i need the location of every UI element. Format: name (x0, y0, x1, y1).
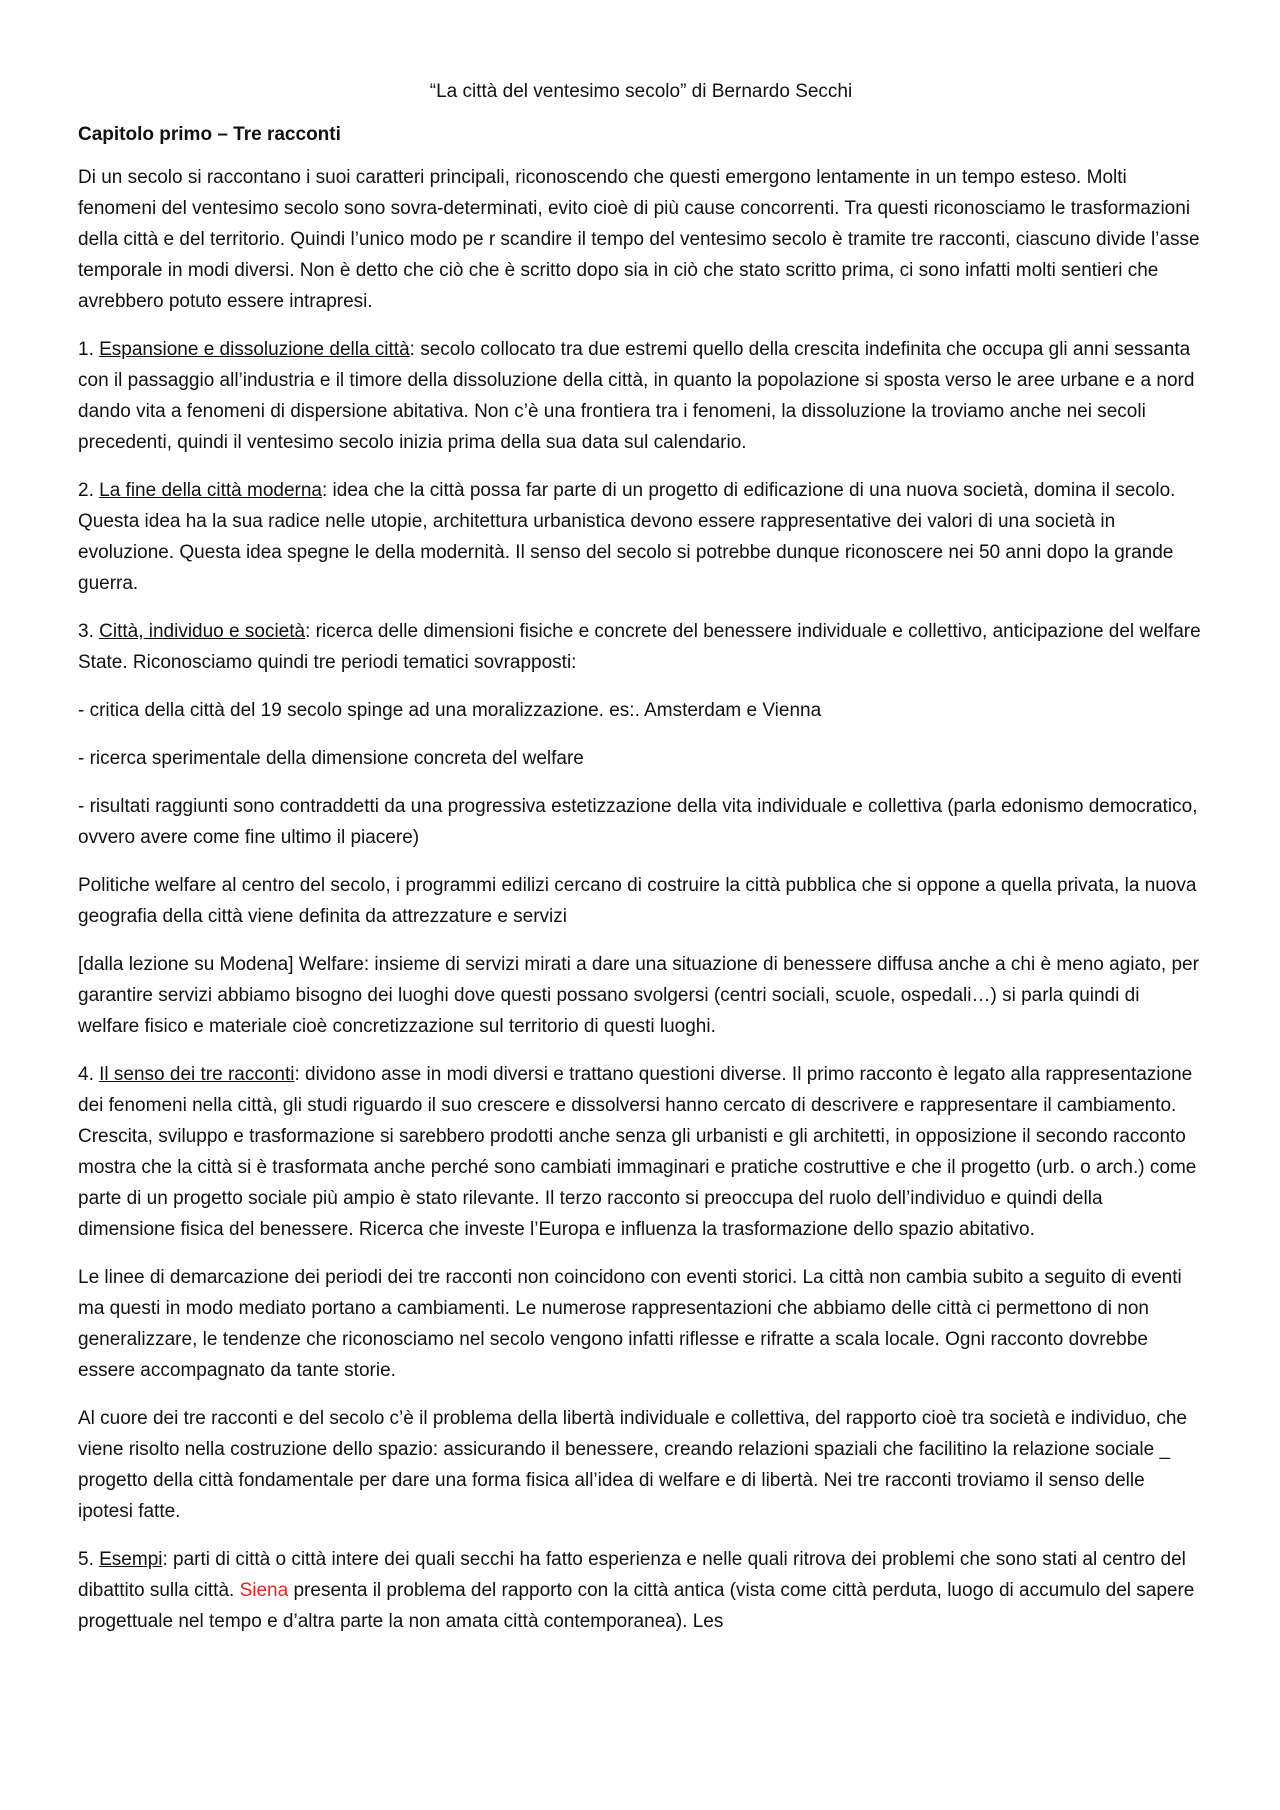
bullet-item: - risultati raggiunti sono contraddetti da una progressiva estetizzazione della vita individuale e collettiva (parla edonismo democratico, ovvero avere come fine ultimo il piacere) (78, 796, 1198, 848)
bullet-item: - ricerca sperimentale della dimensione concreta del welfare (78, 748, 584, 769)
chapter-heading: Capitolo primo – Tre racconti (78, 124, 341, 145)
section-1 (78, 334, 1204, 458)
section-3 (78, 616, 1204, 678)
section-1-text: : secolo collocato tra due estremi quello della crescita indefinita che occupa gli anni sessanta con il passaggio all’industria e il timore della dissoluzione della città, in quanto la popolazione si sposta verso le aree urbane e a nord dando vita a fenomeni di dispersione abitativa. Non c’è una frontiera tra i fenomeni, la dissoluzione la troviamo anche nei secoli precedenti, quindi il ventesimo secolo inizia prima della sua data sul calendario. (78, 339, 1195, 453)
welfare-paragraph: Politiche welfare al centro del secolo, i programmi edilizi cercano di costruire la città pubblica che si oppone a quella privata, la nuova geografia della città viene definita da attrezzature e servizi (78, 875, 1197, 927)
section-3-heading: Città, individuo e società (99, 621, 306, 642)
section-5 (78, 1544, 1204, 1637)
section-2-text: : idea che la città possa far parte di un progetto di edificazione di una nuova società, domina il secolo. Questa idea ha la sua radice nelle utopie, architettura urbanistica devono essere rappresentative dei valori di una società in evoluzione. Questa idea spegne le della modernità. Il senso del secolo si potrebbe dunque riconoscere nei 50 anni dopo la grande guerra. (78, 480, 1176, 594)
section-5-heading: Esempi (99, 1549, 163, 1570)
freedom-paragraph: Al cuore dei tre racconti e del secolo c’è il problema della libertà individuale e collettiva, del rapporto cioè tra società e individuo, che viene risolto nella costruzione dello spazio: assicurando il benessere, creando relazioni spaziali che facilitino la relazione sociale _ progetto della città fondamentale per dare una forma fisica all’idea di welfare e di libertà. Nei tre racconti troviamo il senso delle ipotesi fatte. (78, 1408, 1187, 1522)
section-1-number: 1. (78, 339, 100, 360)
demarcation-paragraph: Le linee di demarcazione dei periodi dei tre racconti non coincidono con eventi storici. La città non cambia subito a seguito di eventi ma questi in modo mediato portano a cambiamenti. Le numerose rappresentazioni che abbiamo delle città ci permettono di non generalizzare, le tendenze che riconosciamo nel secolo vengono infatti riflesse e rifratte a scala locale. Ogni racconto dovrebbe essere accompagnato da tante storie. (78, 1267, 1182, 1381)
bullet-item: - critica della città del 19 secolo spinge ad una moralizzazione. es:. Amsterdam e Vienna (78, 700, 822, 721)
section-2 (78, 475, 1204, 599)
section-4 (78, 1059, 1204, 1245)
modena-paragraph: [dalla lezione su Modena] Welfare: insieme di servizi mirati a dare una situazione di benessere diffusa anche a chi è meno agiato, per garantire servizi abbiamo bisogno dei luoghi dove questi possano svolgersi (centri sociali, scuole, ospedali…) si parla quindi di welfare fisico e materiale cioè concretizzazione sul territorio di questi luoghi. (78, 954, 1199, 1037)
section-1-heading: Espansione e dissoluzione della città (99, 339, 410, 360)
section-4-number: 4. (78, 1064, 100, 1085)
section-2-number: 2. (78, 480, 100, 501)
section-2-heading: La fine della città moderna (99, 480, 322, 501)
section-4-heading: Il senso dei tre racconti (99, 1064, 295, 1085)
siena-highlight: Siena (239, 1580, 289, 1601)
section-4-text: : dividono asse in modi diversi e trattano questioni diverse. Il primo racconto è legato alla rappresentazione dei fenomeni nella città, gli studi riguardo il suo crescere e dissolversi hanno cercato di descrivere e rappresentare il cambiamento. Crescita, sviluppo e trasformazione si sarebbero prodotti anche senza gli urbanisti e gli architetti, in opposizione il secondo racconto mostra che la città si è trasformata anche perché sono cambiati immaginari e pratiche costruttive e che il progetto (urb. o arch.) come parte di un progetto sociale più ampio è stato rilevante. Il terzo racconto si preoccupa del ruolo dell’individuo e quindi della dimensione fisica del benessere. Ricerca che investe l’Europa e influenza la trasformazione dello spazio abitativo. (78, 1064, 1197, 1240)
section-3-text: : ricerca delle dimensioni fisiche e concrete del benessere individuale e collettivo, anticipazione del welfare State. Riconosciamo quindi tre periodi tematici sovrapposti: (78, 621, 1201, 673)
section-5-text-before: : parti di città o città intere dei quali secchi ha fatto esperienza e nelle quali ritrova dei problemi che sono stati al centro del dibattito sulla città. (78, 1549, 1186, 1601)
section-5-number: 5. (78, 1549, 100, 1570)
section-3-number: 3. (78, 621, 100, 642)
section-5-text-after: presenta il problema del rapporto con la città antica (vista come città perduta, luogo di accumulo del sapere progettuale nel tempo e d’altra parte la non amata città contemporanea). Les (78, 1580, 1195, 1632)
document-title: “La città del ventesimo secolo” di Bernardo Secchi (429, 81, 853, 102)
intro-paragraph: Di un secolo si raccontano i suoi caratteri principali, riconoscendo che questi emergono lentamente in un tempo esteso. Molti fenomeni del ventesimo secolo sono sovra-determinati, evito cioè di più cause concorrenti. Tra questi riconosciamo le trasformazioni della città e del territorio. Quindi l’unico modo pe r scandire il tempo del ventesimo secolo è tramite tre racconti, ciascuno divide l’asse temporale in modi diversi. Non è detto che ciò che è scritto dopo sia in ciò che stato scritto prima, ci sono infatti molti sentieri che avrebbero potuto essere intrapresi. (78, 167, 1200, 312)
